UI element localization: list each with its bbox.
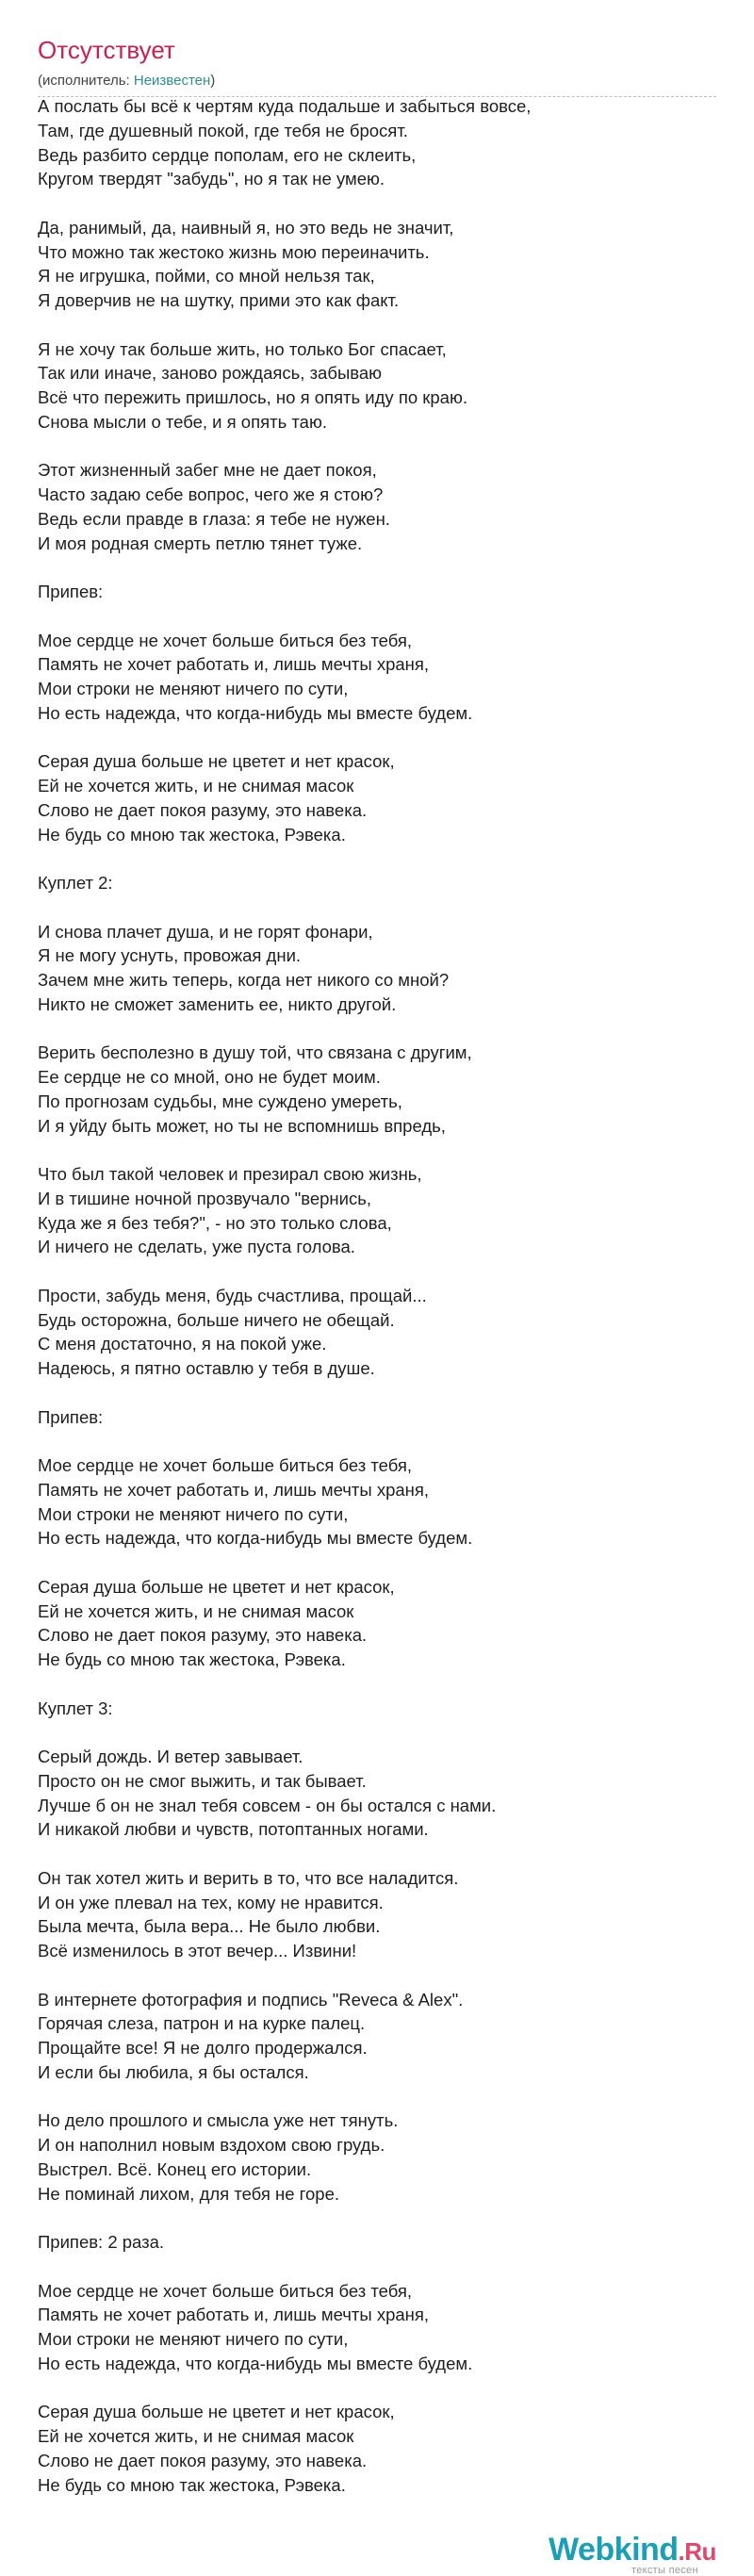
lyrics-line: Серый дождь. И ветер завывает. bbox=[38, 1747, 303, 1766]
lyrics-line: Мои строки не меняют ничего по сути, bbox=[38, 2329, 349, 2349]
lyrics-line: Память не хочет работать и, лишь мечты храня, bbox=[38, 654, 430, 675]
lyrics-line: С меня достаточно, я на покой уже. bbox=[38, 1334, 327, 1354]
lyrics-line: Там, где душевный покой, где тебя не бросят. bbox=[38, 120, 408, 140]
lyrics-line: Горячая слеза, патрон и на курке палец. bbox=[38, 2013, 366, 2034]
lyrics-line: И ничего не сделать, уже пуста голова. bbox=[38, 1237, 355, 1257]
lyrics-line: Но есть надежда, что когда-нибудь мы вместе будем. bbox=[38, 702, 473, 723]
lyrics-stanza bbox=[38, 2400, 716, 2497]
lyrics-line: Мое сердце не хочет больше биться без тебя, bbox=[38, 2280, 413, 2301]
logo-part-webkind: Webkind bbox=[549, 2532, 679, 2568]
lyrics-line: Всё что пережить пришлось, но я опять иду по краю. bbox=[38, 387, 467, 407]
artist-line bbox=[38, 72, 716, 90]
lyrics-line: Лучше б он не знал тебя совсем - он бы остался с нами. bbox=[38, 1795, 497, 1815]
lyrics-line: Память не хочет работать и, лишь мечты храня, bbox=[38, 2305, 430, 2325]
lyrics-line: Прости, забудь меня, будь счастлива, прощай... bbox=[38, 1285, 427, 1305]
lyrics-line: Никто не сможет заменить ее, никто другой. bbox=[38, 993, 397, 1014]
lyrics-line: Мои строки не меняют ничего по сути, bbox=[38, 1503, 349, 1524]
lyrics-line: По прогнозам судьбы, мне суждено умереть, bbox=[38, 1091, 402, 1111]
lyrics-line: А послать бы всё к чертям куда подальше и забыться вовсе, bbox=[38, 96, 532, 116]
lyrics-line: Припев: 2 раза. bbox=[38, 2232, 165, 2252]
lyrics-line: Куплет 2: bbox=[38, 873, 113, 893]
lyrics-line: Не поминай лихом, для тебя не горе. bbox=[38, 2183, 340, 2204]
lyrics-line: Да, ранимый, да, наивный я, но это ведь не значит, bbox=[38, 217, 454, 238]
lyrics-line: Часто задаю себе вопрос, чего же я стою? bbox=[38, 484, 384, 504]
lyrics-stanza bbox=[38, 1284, 716, 1381]
lyrics-stanza bbox=[38, 2108, 716, 2206]
lyrics-line: Слово не дает покоя разуму, это навека. bbox=[38, 1625, 368, 1646]
lyrics-line: Надеюсь, я пятно оставлю у тебя в душе. bbox=[38, 1358, 375, 1378]
lyrics-line: Я не игрушка, пойми, со мной нельзя так, bbox=[38, 266, 375, 287]
lyrics-line: Ей не хочется жить, и не снимая масок bbox=[38, 2426, 354, 2446]
lyrics-line: В интернете фотография и подпись "Reveca & Alex". bbox=[38, 1989, 464, 2010]
lyrics-line: Будь осторожна, больше ничего не обещай. bbox=[38, 1309, 395, 1330]
lyrics-stanza bbox=[38, 337, 716, 435]
lyrics-line: Серая душа больше не цветет и нет красок, bbox=[38, 751, 395, 772]
lyrics-stanza bbox=[38, 1405, 716, 1430]
lyrics-line: Припев: bbox=[38, 1406, 104, 1427]
artist-prefix: (исполнитель: bbox=[38, 73, 134, 89]
lyrics-line: Всё изменилось в этот вечер... Извини! bbox=[38, 1941, 357, 1961]
lyrics-stanza bbox=[38, 1162, 716, 1259]
lyrics-stanza bbox=[38, 1988, 716, 2085]
lyrics-line: Не будь со мною так жестока, Рэвека. bbox=[38, 824, 346, 845]
lyrics-line: Что можно так жестоко жизнь мою переиначить. bbox=[38, 241, 430, 262]
lyrics-line: Снова мысли о тебе, и я опять таю. bbox=[38, 411, 327, 432]
lyrics-line: Ведь разбито сердце пополам, его не склеить, bbox=[38, 144, 417, 165]
lyrics-line: Слово не дает покоя разуму, это навека. bbox=[38, 799, 368, 820]
logo-part-ru: .Ru bbox=[678, 2537, 716, 2566]
logo-tagline: тексты песен bbox=[631, 2565, 698, 2576]
lyrics-stanza bbox=[38, 920, 716, 1017]
lyrics-line: Ей не хочется жить, и не снимая масок bbox=[38, 776, 354, 796]
lyrics-line: Мое сердце не хочет больше биться без тебя, bbox=[38, 630, 413, 650]
lyrics-stanza bbox=[38, 1697, 716, 1721]
lyrics-stanza bbox=[38, 2230, 716, 2255]
lyrics-stanza bbox=[38, 1866, 716, 1963]
lyrics-line: И никакой любви и чувств, потоптанных ногами. bbox=[38, 1819, 429, 1840]
artist-link[interactable]: Неизвестен bbox=[133, 73, 211, 89]
lyrics-line: И я уйду быть может, но ты не вспомнишь впредь, bbox=[38, 1115, 446, 1136]
lyrics-line: Была мечта, была вера... Не было любви. bbox=[38, 1916, 381, 1937]
lyrics-stanza bbox=[38, 94, 716, 191]
lyrics-stanza bbox=[38, 580, 716, 604]
lyrics-line: И он наполнил новым вздохом свою грудь. bbox=[38, 2135, 385, 2155]
artist-suffix: ) bbox=[210, 73, 216, 89]
lyrics-line: Выстрел. Всё. Конец его истории. bbox=[38, 2158, 312, 2179]
lyrics-line: Ее сердце не со мной, оно не будет моим. bbox=[38, 1067, 381, 1087]
lyrics-line: И снова плачет душа, и не горят фонари, bbox=[38, 921, 373, 942]
lyrics-line: Но дело прошлого и смысла уже нет тянуть. bbox=[38, 2110, 399, 2131]
lyrics-line: Прощайте все! Я не долго продержался. bbox=[38, 2038, 368, 2058]
lyrics-line: Но есть надежда, что когда-нибудь мы вместе будем. bbox=[38, 1528, 473, 1549]
lyrics-stanza bbox=[38, 1745, 716, 1842]
lyrics-line: Этот жизненный забег мне не дает покоя, bbox=[38, 460, 377, 481]
lyrics-line: Мое сердце не хочет больше биться без тебя, bbox=[38, 1455, 413, 1475]
lyrics-line: И в тишине ночной прозвучало "вернись, bbox=[38, 1188, 371, 1208]
lyrics-line: Куплет 3: bbox=[38, 1698, 113, 1718]
lyrics-stanza bbox=[38, 749, 716, 846]
lyrics-stanza bbox=[38, 1453, 716, 1551]
lyrics-line: Куда же я без тебя?", - но это только слова, bbox=[38, 1212, 392, 1233]
lyrics-line: Припев: bbox=[38, 582, 104, 601]
lyrics-line: Зачем мне жить теперь, когда нет никого со мной? bbox=[38, 970, 450, 990]
lyrics-line: Верить бесполезно в душу той, что связана с другим, bbox=[38, 1042, 472, 1063]
lyrics-line: Серая душа больше не цветет и нет красок, bbox=[38, 2402, 395, 2422]
lyrics-stanza bbox=[38, 1041, 716, 1138]
lyrics-line: Ведь если правде в глаза: я тебе не нужен. bbox=[38, 508, 390, 529]
lyrics-line: Слово не дает покоя разуму, это навека. bbox=[38, 2450, 368, 2470]
lyrics-line: Ей не хочется жить, и не снимая масок bbox=[38, 1600, 354, 1621]
lyrics-stanza bbox=[38, 2279, 716, 2376]
lyrics-body bbox=[38, 94, 716, 2497]
lyrics-line: Я не могу уснуть, провожая дни. bbox=[38, 945, 302, 966]
lyrics-stanza bbox=[38, 216, 716, 313]
lyrics-stanza bbox=[38, 1575, 716, 1672]
song-header bbox=[38, 36, 716, 97]
lyrics-line: Что был такой человек и презирал свою жизнь, bbox=[38, 1164, 422, 1184]
lyrics-line: Но есть надежда, что когда-нибудь мы вместе будем. bbox=[38, 2353, 473, 2373]
lyrics-line: Кругом твердят "забудь", но я так не умею. bbox=[38, 169, 385, 189]
lyrics-line: И если бы любила, я бы остался. bbox=[38, 2061, 309, 2082]
lyrics-line: Не будь со мною так жестока, Рэвека. bbox=[38, 2474, 346, 2495]
song-title: Отсутствует bbox=[38, 36, 175, 64]
lyrics-line: Память не хочет работать и, лишь мечты храня, bbox=[38, 1479, 430, 1500]
lyrics-line: Он так хотел жить и верить в то, что все наладится. bbox=[38, 1867, 459, 1888]
lyrics-line: Не будь со мною так жестока, Рэвека. bbox=[38, 1649, 346, 1669]
lyrics-line: Мои строки не меняют ничего по сути, bbox=[38, 679, 349, 698]
lyrics-line: И моя родная смерть петлю тянет туже. bbox=[38, 533, 363, 553]
lyrics-line: И он уже плевал на тех, кому не нравится. bbox=[38, 1892, 384, 1912]
webkind-logo[interactable] bbox=[549, 2532, 728, 2576]
lyrics-stanza bbox=[38, 458, 716, 555]
lyrics-line: Серая душа больше не цветет и нет красок, bbox=[38, 1576, 395, 1597]
lyrics-line: Я не хочу так больше жить, но только Бог спасает, bbox=[38, 338, 447, 359]
lyrics-stanza bbox=[38, 629, 716, 726]
lyrics-stanza bbox=[38, 871, 716, 895]
lyrics-line: Просто он не смог выжить, и так бывает. bbox=[38, 1770, 367, 1791]
logo-wordmark bbox=[549, 2534, 728, 2568]
lyrics-line: Так или иначе, заново рождаясь, забываю bbox=[38, 363, 383, 384]
lyrics-line: Я доверчив не на шутку, прими это как факт. bbox=[38, 290, 400, 310]
